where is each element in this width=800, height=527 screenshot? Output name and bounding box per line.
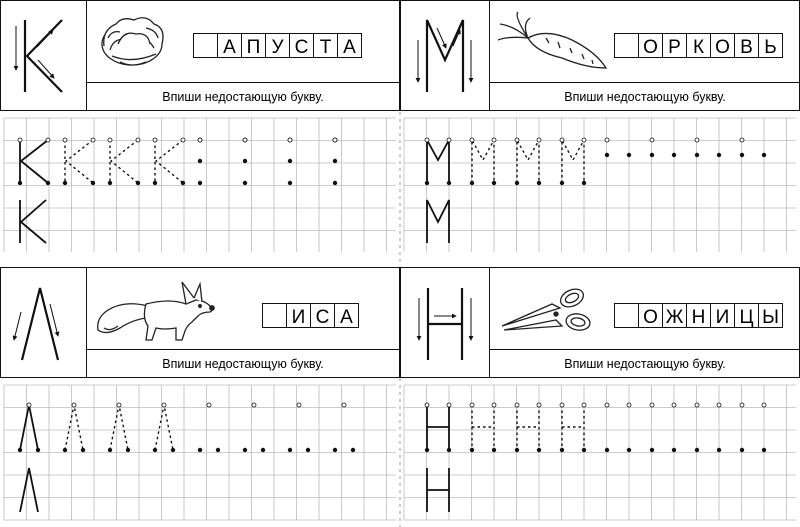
guide-dot	[425, 138, 429, 142]
word-boxes-kapusta	[194, 34, 362, 59]
guide-dot	[650, 153, 654, 157]
word-letter: О	[643, 37, 658, 58]
guide-dot	[605, 138, 609, 142]
word-letter: Ц	[739, 307, 754, 328]
guide-dot	[560, 181, 564, 185]
dotted-letter	[156, 140, 183, 183]
guide-dot	[672, 448, 676, 452]
guide-dot	[351, 448, 355, 452]
letter-box	[401, 268, 490, 378]
word-letter: А	[340, 307, 353, 328]
word-letter: Ь	[764, 37, 777, 58]
guide-dot	[18, 448, 22, 452]
word-letter: И	[715, 307, 730, 328]
guide-dot	[198, 181, 202, 185]
sample-letter	[427, 200, 449, 243]
guide-dot	[153, 181, 157, 185]
grid-l	[4, 385, 396, 520]
guide-dot	[740, 153, 744, 157]
guide-dot	[72, 403, 76, 407]
guide-dot	[207, 403, 211, 407]
guide-dot	[153, 138, 157, 142]
guide-dot	[18, 138, 22, 142]
trace-letter	[427, 140, 449, 183]
grid-n	[404, 385, 796, 520]
guide-dot	[470, 403, 474, 407]
guide-dot	[492, 138, 496, 142]
instruction-text: Впиши недостающую букву.	[162, 90, 324, 104]
word-letter: Ы	[762, 307, 779, 328]
dotted-letter	[155, 405, 173, 450]
guide-dot	[740, 138, 744, 142]
guide-dot	[560, 448, 564, 452]
guide-dot	[162, 403, 166, 407]
guide-dot	[306, 448, 310, 452]
panel-k	[1, 1, 400, 111]
guide-dot	[605, 448, 609, 452]
guide-dot	[198, 138, 202, 142]
letter-box	[1, 1, 87, 111]
guide-dot	[288, 181, 292, 185]
guide-dot	[108, 138, 112, 142]
guide-dot	[537, 138, 541, 142]
guide-dot	[252, 403, 256, 407]
panel-m	[401, 1, 800, 111]
panel-l	[1, 268, 400, 378]
guide-dot	[695, 403, 699, 407]
guide-dot	[447, 448, 451, 452]
sample-letter	[21, 200, 46, 243]
word-letter: К	[692, 37, 705, 58]
instruction-text: Впиши недостающую букву.	[564, 357, 726, 371]
trace-letter	[20, 405, 38, 450]
guide-dot	[153, 448, 157, 452]
guide-dot	[63, 181, 67, 185]
dotted-letter	[562, 140, 584, 183]
guide-dot	[717, 448, 721, 452]
guide-dot	[695, 448, 699, 452]
word-letter: У	[271, 37, 284, 58]
guide-dot	[181, 181, 185, 185]
guide-dot	[447, 403, 451, 407]
instruction-text: Впиши недостающую букву.	[162, 357, 324, 371]
word-letter: С	[294, 37, 309, 58]
missing-letter-box[interactable]	[615, 304, 639, 328]
guide-dot	[288, 159, 292, 163]
word-letter: П	[246, 37, 261, 58]
guide-dot	[425, 181, 429, 185]
guide-dot	[288, 138, 292, 142]
guide-dot	[261, 448, 265, 452]
panel-n	[401, 268, 800, 378]
guide-dot	[492, 448, 496, 452]
dotted-letter	[66, 140, 93, 183]
guide-dot	[650, 138, 654, 142]
word-letter: С	[315, 307, 330, 328]
guide-dot	[695, 153, 699, 157]
guide-dot	[27, 403, 31, 407]
guide-dot	[492, 181, 496, 185]
guide-dot	[81, 448, 85, 452]
guide-dot	[537, 181, 541, 185]
guide-dot	[181, 138, 185, 142]
guide-dot	[171, 448, 175, 452]
word-boxes-morkov	[615, 34, 783, 59]
guide-dot	[717, 403, 721, 407]
guide-dot	[515, 448, 519, 452]
guide-dot	[425, 403, 429, 407]
guide-dot	[470, 448, 474, 452]
missing-letter-box[interactable]	[263, 304, 287, 328]
grid-m	[404, 118, 796, 252]
instruction-text: Впиши недостающую букву.	[564, 90, 726, 104]
guide-dot	[333, 181, 337, 185]
dotted-letter	[472, 140, 494, 183]
guide-dot	[425, 448, 429, 452]
guide-dot	[36, 448, 40, 452]
guide-dot	[627, 153, 631, 157]
guide-dot	[650, 403, 654, 407]
guide-dot	[198, 159, 202, 163]
missing-letter-box[interactable]	[615, 34, 639, 58]
guide-dot	[63, 138, 67, 142]
dotted-letter	[517, 140, 539, 183]
guide-dot	[243, 138, 247, 142]
guide-dot	[117, 403, 121, 407]
guide-dot	[762, 403, 766, 407]
guide-dot	[243, 159, 247, 163]
guide-dot	[108, 181, 112, 185]
guide-dot	[537, 403, 541, 407]
guide-dot	[582, 403, 586, 407]
guide-dot	[627, 403, 631, 407]
guide-dot	[333, 138, 337, 142]
guide-dot	[672, 153, 676, 157]
guide-dot	[288, 448, 292, 452]
guide-dot	[91, 181, 95, 185]
dotted-letter	[110, 405, 128, 450]
guide-dot	[470, 138, 474, 142]
guide-dot	[333, 448, 337, 452]
word-letter: Ж	[665, 307, 684, 328]
guide-dot	[672, 403, 676, 407]
word-letter: Р	[668, 37, 681, 58]
guide-dot	[136, 181, 140, 185]
guide-dot	[515, 138, 519, 142]
guide-dot	[560, 403, 564, 407]
guide-dot	[740, 448, 744, 452]
guide-dot	[216, 448, 220, 452]
guide-dot	[63, 448, 67, 452]
guide-dot	[18, 181, 22, 185]
guide-dot	[605, 153, 609, 157]
guide-dot	[136, 138, 140, 142]
guide-dot	[605, 403, 609, 407]
guide-dot	[243, 181, 247, 185]
dotted-letter	[111, 140, 138, 183]
guide-dot	[198, 448, 202, 452]
guide-dot	[560, 138, 564, 142]
guide-dot	[126, 448, 130, 452]
guide-dot	[342, 403, 346, 407]
guide-dot	[515, 181, 519, 185]
guide-dot	[46, 181, 50, 185]
word-letter: Т	[319, 37, 332, 58]
guide-dot	[717, 153, 721, 157]
guide-dot	[762, 153, 766, 157]
guide-dot	[582, 138, 586, 142]
guide-dot	[695, 138, 699, 142]
letter-box	[1, 268, 87, 378]
word-boxes-nozhnicy	[615, 304, 783, 329]
word-letter: О	[715, 37, 730, 58]
guide-dot	[650, 448, 654, 452]
letter-box	[401, 1, 490, 111]
missing-letter-box[interactable]	[194, 34, 218, 58]
guide-dot	[447, 181, 451, 185]
guide-dot	[740, 403, 744, 407]
guide-dot	[243, 448, 247, 452]
word-letter: В	[740, 37, 753, 58]
trace-letter	[21, 140, 48, 183]
guide-dot	[582, 181, 586, 185]
guide-dot	[91, 138, 95, 142]
guide-dot	[537, 448, 541, 452]
guide-dot	[333, 159, 337, 163]
guide-dot	[515, 403, 519, 407]
guide-dot	[627, 448, 631, 452]
guide-dot	[46, 138, 50, 142]
guide-dot	[447, 138, 451, 142]
word-letter: О	[643, 307, 658, 328]
guide-dot	[297, 403, 301, 407]
word-letter: И	[291, 307, 306, 328]
word-letter: А	[223, 37, 236, 58]
word-letter: А	[343, 37, 356, 58]
dotted-letter	[65, 405, 83, 450]
word-letter: Н	[691, 307, 706, 328]
guide-dot	[470, 181, 474, 185]
word-boxes-lisa	[263, 304, 359, 329]
guide-dot	[582, 448, 586, 452]
guide-dot	[492, 403, 496, 407]
guide-dot	[762, 448, 766, 452]
guide-dot	[108, 448, 112, 452]
